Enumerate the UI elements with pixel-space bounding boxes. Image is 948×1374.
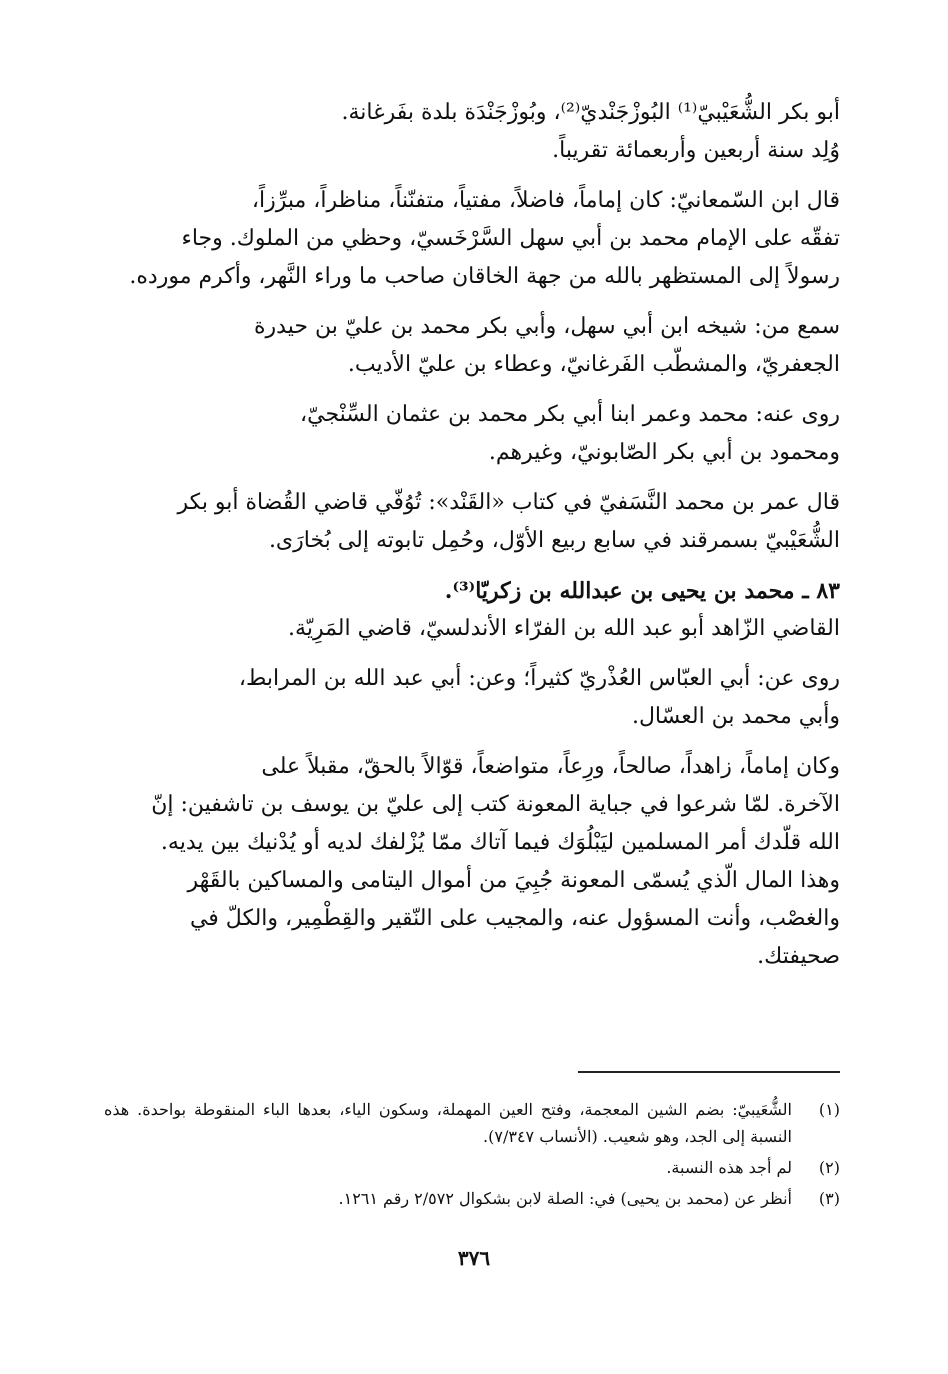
footnote-number: (٣) <box>818 1189 840 1208</box>
entry-subtitle: القاضي الزّاهد أبو عبد الله بن الفرّاء الأندلسيّ، قاضي المَرِيّة. <box>288 616 840 641</box>
text-line: الله قلّدك أمر المسلمين ليَبْلُوَك فيما آتاك ممّا يُزْلفك لديه أو يُدْنيك بين يديه. <box>160 830 840 855</box>
text-line: وهذا المال الّذي يُسمّى المعونة جُبِيَ من أموال اليتامى والمساكين بالقَهْر <box>187 868 840 893</box>
page-number: ٣٧٦ <box>457 1246 491 1270</box>
text-line: قال ابن السّمعانيّ: كان إماماً، فاضلاً، مفتياً، متفنّناً، مناظراً، مبرِّزاً، <box>251 188 840 213</box>
entry-heading: ٨٣ ـ محمد بن يحيى بن عبدالله بن زكريّا⁽³⁾. <box>444 578 840 604</box>
footnote-number: (١) <box>818 1100 840 1119</box>
paragraph-intro <box>106 94 840 170</box>
footnote-text: أنظر عن (محمد بن يحيى) في: الصلة لابن بشكوال ٢/٥٧٢ رقم ١٢٦١. <box>338 1189 792 1208</box>
text-line: قال عمر بن محمد النَّسَفيّ في كتاب «القَنْد»: تُوُفّي قاضي القُضاة أبو بكر <box>177 490 840 515</box>
text-line: روى عنه: محمد وعمر ابنا أبي بكر محمد بن عثمان السِّنْجيّ، <box>300 402 840 427</box>
text-line: رسولاً إلى المستظهر بالله من جهة الخاقان صاحب ما وراء النَّهر، وأكرم مورده. <box>129 264 840 289</box>
paragraph-death <box>106 484 840 560</box>
text-line: وُلِد سنة أربعين وأربعمائة تقريباً. <box>552 138 840 163</box>
footnote-number: (٢) <box>818 1158 840 1177</box>
paragraph-character <box>106 748 840 976</box>
text-line: وكان إماماً، زاهداً، صالحاً، ورِعاً، متواضعاً، قوّالاً بالحقّ، مقبلاً على <box>261 754 840 779</box>
footnote-divider <box>578 1071 840 1073</box>
paragraph-samani-quote <box>106 182 840 296</box>
footnote-text: لم أجد هذه النسبة. <box>666 1158 792 1177</box>
text-line: ومحمود بن أبي بكر الصّابونيّ، وغيرهم. <box>488 440 840 465</box>
footnote-item <box>104 1154 840 1181</box>
paragraph-teachers <box>106 308 840 384</box>
paragraph-students <box>106 396 840 472</box>
paragraph-narrated-from <box>106 660 840 736</box>
text-line: وأبي محمد بن العسّال. <box>631 704 840 729</box>
footnote-item <box>104 1096 840 1150</box>
text-line: الجعفريّ، والمشطّب الفَرغانيّ، وعطاء بن عليّ الأديب. <box>347 352 840 377</box>
main-text <box>106 94 840 988</box>
footnote-item <box>104 1185 840 1212</box>
text-line: أبو بكر الشُّعَيْبيّ⁽¹⁾ البُوزْجَنْديّ⁽²⁾، وبُوزْجَنْدَة بلدة بفَرغانة. <box>341 100 840 125</box>
text-line: تفقّه على الإمام محمد بن أبي سهل السَّرْخَسيّ، وحظي من الملوك. وجاء <box>181 226 840 251</box>
text-line: روى عن: أبي العبّاس العُذْريّ كثيراً؛ وعن: أبي عبد الله بن المرابط، <box>238 666 840 691</box>
text-line: سمع من: شيخه ابن أبي سهل، وأبي بكر محمد بن عليّ بن حيدرة <box>254 314 840 339</box>
text-line: الشُّعَيْبيّ بسمرقند في سابع ربيع الأوّل، وحُمِل تابوته إلى بُخارَى. <box>268 528 840 553</box>
text-line: صحيفتك. <box>757 944 840 969</box>
footnotes <box>104 1096 840 1216</box>
entry-83 <box>106 572 840 648</box>
footnote-text: الشُّعَيبيّ: بضم الشين المعجمة، وفتح العين المهملة، وسكون الياء، بعدها الباء المنقوطة بواحدة. هذه النسبة إلى الجد، وهو شعيب. (الأنساب ٧/٣٤٧). <box>104 1100 792 1146</box>
text-line: الآخرة. لمّا شرعوا في جباية المعونة كتب إلى عليّ بن يوسف بن تاشفين: إنّ <box>151 792 840 817</box>
text-line: والغصْب، وأنت المسؤول عنه، والمجيب على النّقير والقِطْمِير، والكلّ في <box>189 906 840 931</box>
